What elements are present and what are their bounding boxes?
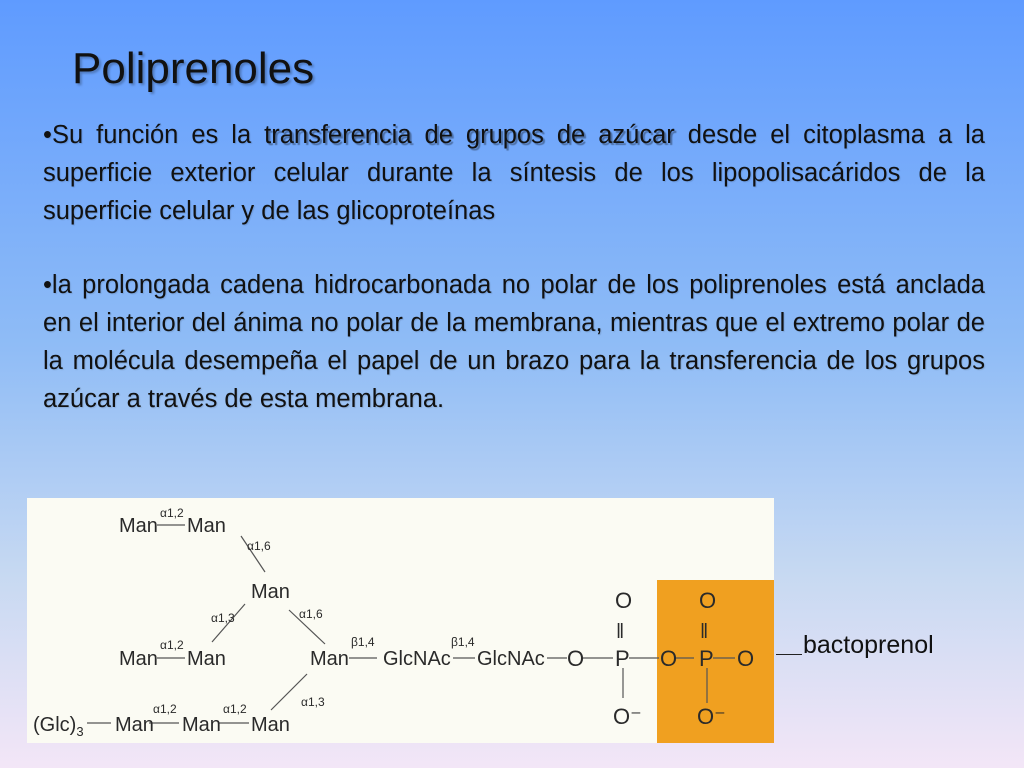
man-node: Man: [310, 648, 349, 670]
slide-title: Poliprenoles: [72, 44, 315, 93]
bond-label: α1,2: [160, 638, 184, 652]
paragraph-function-pre: Su función es la: [51, 121, 265, 149]
bond-label: β1,4: [451, 635, 475, 649]
double-bond: ‖: [616, 621, 625, 643]
oxygen-atom: O: [567, 646, 585, 671]
man-node: Man: [187, 648, 226, 670]
oxygen-minus-atom: O⁻: [697, 704, 726, 729]
paragraph-chain: •la prolongada cadena hidrocarbonada no polar de los poliprenoles está anclada en el interior del ánima no polar de la membrana, mientras que el extremo polar de la molécula desempeña el papel de un brazo para la transferencia de los grupos azúcar a través de esta membrana.: [43, 271, 985, 413]
bullet: •: [43, 121, 52, 149]
bond-label: α1,6: [247, 539, 271, 553]
bactoprenol-text: bactoprenol: [803, 631, 934, 659]
label-leader-line: [776, 654, 802, 655]
oxygen-atom: O: [615, 588, 633, 613]
glcnac-node: GlcNAc: [477, 648, 545, 670]
man-node: Man: [187, 515, 226, 537]
phosphorus-atom: P: [615, 646, 630, 671]
highlighted-phrase: transferencia de grupos de azúcar: [264, 121, 675, 149]
paragraph-function: [43, 116, 985, 230]
bond-label: α1,2: [153, 702, 177, 716]
oligosaccharide-diagram: [27, 498, 774, 743]
bond-label: α1,6: [299, 607, 323, 621]
oxygen-atom: O: [660, 646, 678, 671]
man-node: Man: [115, 714, 154, 736]
bond-label: α1,2: [160, 506, 184, 520]
oxygen-atom: O: [737, 646, 755, 671]
man-node: Man: [251, 714, 290, 736]
man-node: Man: [119, 515, 158, 537]
man-node: Man: [119, 648, 158, 670]
oxygen-minus-atom: O⁻: [613, 704, 642, 729]
phosphorus-atom: P: [699, 646, 714, 671]
oxygen-atom: O: [699, 588, 717, 613]
double-bond: ‖: [700, 621, 709, 643]
man-node: Man: [251, 581, 290, 603]
bond-label: β1,4: [351, 635, 375, 649]
glc3-node: $(Glc)_3$: [33, 714, 84, 739]
bactoprenol-label: [776, 631, 934, 660]
bond-label: α1,3: [211, 611, 235, 625]
bond-label: α1,2: [223, 702, 247, 716]
glcnac-node: GlcNAc: [383, 648, 451, 670]
man-node: Man: [182, 714, 221, 736]
paragraph-function-post: desde el citoplasma a la superficie exterior celular durante la síntesis de los lipopolisacáridos de la superficie celular y de las glicoproteínas: [43, 121, 985, 225]
bond-label: α1,3: [301, 695, 325, 709]
